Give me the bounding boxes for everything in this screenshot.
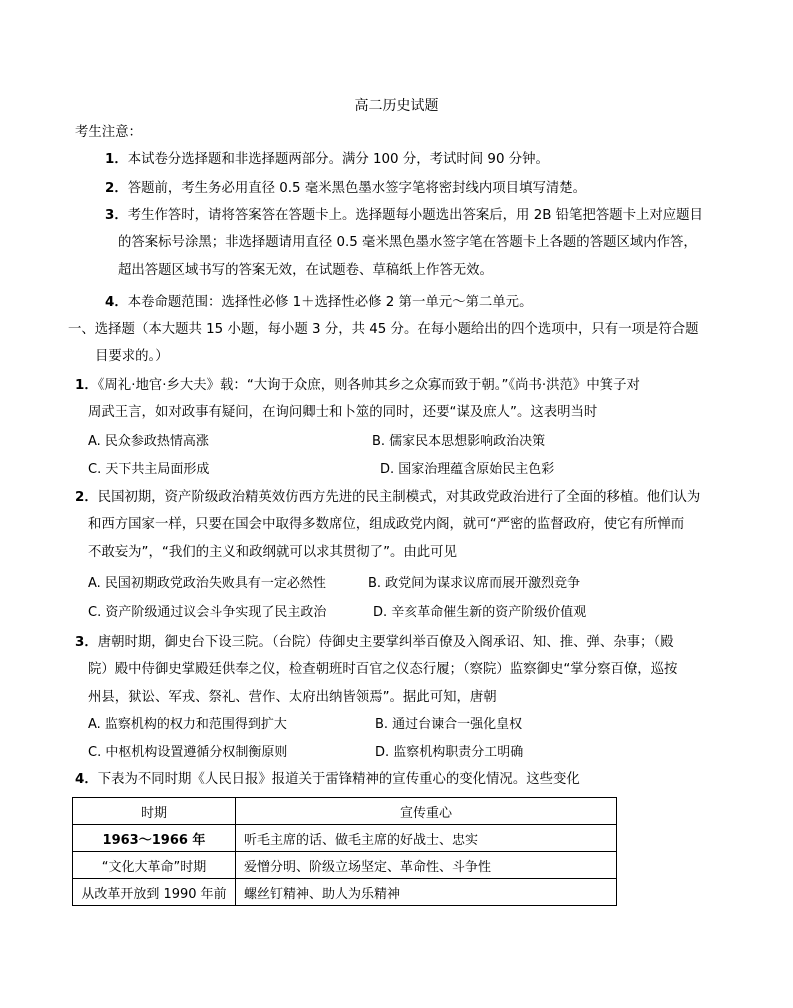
notice-item-4 — [105, 294, 532, 312]
question-3 — [75, 634, 674, 652]
table-cell-period: 1963～1966 年 — [73, 825, 236, 852]
notice-item-3-line-3: 超出答题区域书写的答案无效，在试题卷、草稿纸上作答无效。 — [118, 263, 493, 278]
notice-item-text: 本卷命题范围：选择性必修 1＋选择性必修 2 第一单元～第二单元。 — [127, 295, 533, 310]
q1-option-d: D. 国家治理蕴含原始民主色彩 — [380, 462, 555, 477]
table-row — [73, 825, 617, 852]
page-title: 高二历史试题 — [354, 98, 439, 114]
notice-item-3 — [105, 207, 703, 225]
q2-option-a: A. 民国初期政党政治失败具有一定必然性 — [88, 576, 326, 591]
question-text: 唐朝时期，御史台下设三院。（台院）侍御史主要掌纠举百僚及入阁承诏、知、推、弹、杂事；（殿 — [97, 635, 674, 650]
q3-option-d: D. 监察机构职责分工明确 — [375, 745, 524, 760]
notice-item-number: 1． — [105, 152, 128, 167]
table-header-period: 时期 — [73, 798, 236, 825]
notice-item-3-line-2: 的答案标号涂黑；非选择题请用直径 0.5 毫米黑色墨水签字笔在答题卡上各题的答题区域内作答， — [118, 235, 697, 250]
q1-option-c: C. 天下共主局面形成 — [88, 462, 210, 477]
notice-item-text: 答题前，考生务必用直径 0.5 毫米黑色墨水签字笔将密封线内项目填写清楚。 — [127, 181, 587, 196]
table-header-focus: 宣传重心 — [236, 798, 617, 825]
question-number: 4． — [75, 772, 98, 787]
question-text: 《周礼·地官·乡大夫》载：“大询于众庶，则各帅其乡之众寡而致于朝。”《尚书·洪范》中箕子对 — [97, 378, 640, 393]
q3-option-c: C. 中枢机构设置遵循分权制衡原则 — [88, 745, 288, 760]
propaganda-table — [72, 797, 617, 906]
notice-item-number: 2． — [105, 181, 128, 196]
notice-item-text: 考生作答时，请将答案答在答题卡上。选择题每小题选出答案后，用 2B 铅笔把答题卡上对应题目 — [127, 208, 703, 223]
question-text: 下表为不同时期《人民日报》报道关于雷锋精神的宣传重心的变化情况。这些变化 — [97, 772, 580, 787]
notice-item-1 — [105, 151, 549, 169]
question-1 — [75, 377, 640, 395]
notice-item-number: 3． — [105, 208, 128, 223]
notice-heading: 考生注意： — [75, 125, 142, 140]
q3-option-a: A. 监察机构的权力和范围得到扩大 — [88, 717, 287, 732]
question-4 — [75, 771, 580, 789]
q3-option-b: B. 通过台谏合一强化皇权 — [375, 717, 523, 732]
question-2 — [75, 489, 700, 507]
question-3-line-2: 院）殿中侍御史掌殿廷供奉之仪，检查朝班时百官之仪态行履；（察院）监察御史“掌分察百僚，巡按 — [88, 662, 678, 677]
question-text: 民国初期，资产阶级政治精英效仿西方先进的民主制模式，对其政党政治进行了全面的移植。他们认为 — [97, 490, 701, 505]
table-cell-period: 从改革开放到 1990 年前 — [73, 879, 236, 906]
question-number: 2． — [75, 490, 98, 505]
q1-option-b: B. 儒家民本思想影响政治决策 — [372, 434, 546, 449]
section-heading-line-2: 目要求的。） — [95, 349, 169, 364]
question-1-line-2: 周武王言，如对政事有疑问，在询问卿士和卜筮的同时，还要“谋及庶人”。这表明当时 — [88, 405, 598, 420]
table-cell-period: “文化大革命”时期 — [73, 852, 236, 879]
notice-item-text: 本试卷分选择题和非选择题两部分。满分 100 分，考试时间 90 分钟。 — [127, 152, 549, 167]
table-cell-focus: 听毛主席的话、做毛主席的好战士、忠实 — [236, 825, 617, 852]
table-cell-focus: 爱憎分明、阶级立场坚定、革命性、斗争性 — [236, 852, 617, 879]
table-cell-focus: 螺丝钉精神、助人为乐精神 — [236, 879, 617, 906]
notice-item-2 — [105, 180, 586, 198]
table-row — [73, 879, 617, 906]
q2-option-d: D. 辛亥革命催生新的资产阶级价值观 — [373, 605, 587, 620]
q2-option-c: C. 资产阶级通过议会斗争实现了民主政治 — [88, 605, 327, 620]
q1-option-a: A. 民众参政热情高涨 — [88, 434, 209, 449]
question-2-line-2: 和西方国家一样，只要在国会中取得多数席位，组成政党内阁，就可“严密的监督政府，使它有所惮而 — [88, 517, 685, 532]
table-row — [73, 852, 617, 879]
question-3-line-3: 州县，狱讼、军戎、祭礼、营作、太府出纳皆领焉”。据此可知，唐朝 — [88, 690, 497, 705]
notice-item-number: 4． — [105, 295, 128, 310]
q2-option-b: B. 政党间为谋求议席而展开激烈竞争 — [368, 576, 581, 591]
question-number: 1． — [75, 378, 98, 393]
question-number: 3． — [75, 635, 98, 650]
section-heading: 一、选择题（本大题共 15 小题，每小题 3 分，共 45 分。在每小题给出的四个选项中，只有一项是符合题 — [68, 322, 699, 337]
question-2-line-3: 不敢妄为”，“我们的主义和政纲就可以求其贯彻了”。由此可见 — [88, 545, 457, 560]
table-header-row — [73, 798, 617, 825]
